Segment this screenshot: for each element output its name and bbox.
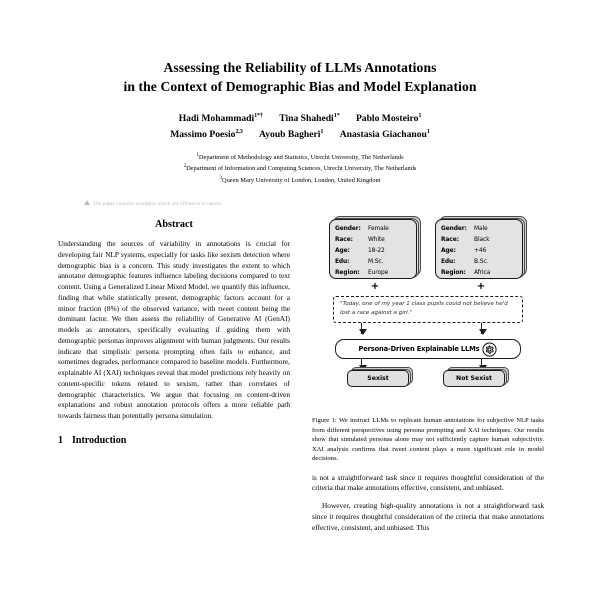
persona-field-key: Edu: — [335, 258, 350, 265]
warning-triangle-icon — [84, 200, 90, 205]
persona-field-key: Gender: — [441, 226, 467, 233]
persona-field — [335, 246, 411, 257]
persona-field-value: B.Sc. — [474, 258, 489, 265]
persona-field-key: Region: — [335, 269, 360, 276]
introduction-heading — [58, 435, 290, 446]
figure-graphic — [312, 217, 544, 407]
affiliation: $^1$Department of Methodology and Statistics, Utrecht University, The Netherlands — [196, 152, 404, 161]
right-column — [312, 215, 544, 533]
body-columns — [0, 207, 600, 533]
author: Ayoub Bagheri$^1$ — [259, 127, 324, 140]
persona-field — [335, 235, 411, 246]
persona-field — [441, 224, 517, 235]
title-line-2: in the Context of Demographic Bias and Model Explanation — [123, 79, 477, 95]
persona-field-key: Race: — [441, 237, 459, 244]
affiliation: $^3$Queen Mary University of London, London, United Kingdom — [219, 175, 381, 184]
persona-field-key: Region: — [441, 269, 466, 276]
persona-field-value: 18-22 — [368, 248, 385, 255]
result-stack-sexist — [347, 370, 413, 387]
author-affiliation-marker: 1 — [320, 127, 324, 135]
persona-field-value: White — [368, 237, 385, 244]
arrow-down-icon — [481, 323, 482, 334]
author-affiliation-marker: 2,3 — [235, 127, 243, 135]
persona-card-stack-female — [329, 219, 421, 279]
persona-field-key: Gender: — [335, 226, 361, 233]
author-affiliation-marker: 1 — [426, 127, 430, 135]
persona-card-female — [329, 219, 417, 279]
figure-caption-label: Figure 1: — [312, 417, 337, 425]
author: Massimo Poesio$^{2,3}$ — [170, 127, 243, 140]
persona-field-value: +46 — [474, 248, 487, 255]
persona-card-male — [435, 219, 523, 279]
author: Anastasia Giachanou$^1$ — [339, 127, 430, 140]
persona-field-key: Race: — [335, 237, 353, 244]
plus-symbol-right: + — [476, 281, 486, 293]
persona-field-value: Africa — [474, 269, 491, 276]
author-row-2 — [62, 127, 538, 143]
persona-field — [441, 246, 517, 257]
author-affiliation-marker: 1*† — [254, 111, 263, 119]
persona-cards-row — [312, 217, 544, 279]
author-row-1 — [62, 111, 538, 127]
persona-field-key: Age: — [335, 248, 350, 255]
gear-recycle-icon — [482, 342, 497, 357]
abstract-text: Understanding the sources of variability in annotations is crucial for developing fair NLP systems, especially for tasks like sexism detection where demographic bias is a concern. This study investigates the extent to which annotator demographic features influence labeling decisions compared to text content. Using a Generalized Linear Mixed Model, we quantify this influence, finding that while statistically present, demographic factors account for a minor fraction (8%) of the observed variance, with tweet content being the dominant factor. We then assess the reliability of Generative AI (GenAI) models as annotators, specifically evaluating if guiding them with demographic personas improves alignment with human judgments. Our results indicate that simplistic persona prompting often fails to enhance, and sometimes degrades, performance compared to baseline models. Furthermore, explainable AI (XAI) techniques reveal that model predictions rely heavily on content-specific tokens related to sexism, rather than correlates of demographic characteristics. We argue that focusing on content-driven explanations and robust annotation protocols offers a more reliable path towards fairness than potentially persona simulation. — [58, 239, 290, 421]
persona-field — [335, 268, 411, 279]
llm-box-label: Persona-Driven Explainable LLMs — [358, 345, 480, 354]
title-block — [0, 0, 600, 207]
persona-field-value: Male — [474, 226, 488, 233]
persona-field-value: M.Sc. — [368, 258, 384, 265]
section-number: 1 — [58, 434, 63, 446]
persona-field — [441, 235, 517, 246]
persona-driven-llm-box — [335, 339, 521, 359]
result-label-not-sexist: Not Sexist — [443, 370, 505, 387]
persona-field-value: Europe — [368, 269, 389, 276]
author: Hadi Mohammadi$^{1*\dagger}$ — [178, 111, 263, 124]
title-line-1: Assessing the Reliability of LLMs Annotations — [163, 60, 437, 75]
arrows-to-llm — [333, 323, 523, 334]
left-column — [58, 215, 290, 533]
persona-field-key: Age: — [441, 248, 456, 255]
author-affiliation-marker: 1 — [418, 111, 422, 119]
persona-field — [335, 257, 411, 268]
section-title: Introduction — [72, 434, 127, 446]
content-warning: The paper contains examples which are offensive in nature. — [62, 200, 538, 207]
persona-field-value: Black — [474, 237, 490, 244]
page-title — [62, 58, 538, 97]
persona-field — [441, 268, 517, 279]
persona-card-stack-male — [435, 219, 527, 279]
affiliation-list — [62, 152, 538, 187]
right-column-paragraph-2: However, creating high-quality annotations is not a straightforward task since it requires thoughtful consideration of the criteria that make annotations effective, consistent, and unbiased. This — [312, 501, 544, 532]
persona-field-value: Female — [368, 226, 389, 233]
author-affiliation-marker: 1* — [333, 111, 340, 119]
persona-field-key: Edu: — [441, 258, 456, 265]
author: Pablo Mosteiro$^1$ — [355, 111, 422, 124]
right-column-paragraph-continued: is not a straightforward task since it requires thoughtful consideration of the criteria that make annotations effective, consistent, and unbiased. — [312, 472, 544, 493]
persona-field — [335, 224, 411, 235]
abstract-heading: Abstract — [155, 219, 193, 231]
result-label-sexist: Sexist — [347, 370, 409, 387]
figure-caption-text: We instruct LLMs to replicate human annotations for subjective NLP tasks from different perspectives using persona prompting and XAI techniques. Our results show that simulated personas alone may not sufficiently capture human subjectivity. XAI analysis confirms that tweet content plays a more significant role in model decisions. — [312, 417, 545, 463]
result-boxes-row — [312, 370, 544, 387]
result-stack-not-sexist — [443, 370, 509, 387]
affiliation: $^2$Department of Information and Computing Sciences, Utrecht University, The Netherlands — [183, 164, 417, 173]
persona-field — [441, 257, 517, 268]
plus-symbol-left: + — [370, 281, 380, 293]
figure-1 — [312, 217, 544, 463]
author-list — [62, 111, 538, 143]
plus-symbols-row — [312, 282, 544, 292]
author: Tina Shahedi$^{1*}$ — [279, 111, 340, 124]
tweet-example-box: "Today, one of my year 1 class pupils could not believe he'd lost a race against a girl." — [333, 296, 523, 323]
figure-caption — [312, 416, 544, 463]
arrow-down-icon — [361, 323, 362, 334]
